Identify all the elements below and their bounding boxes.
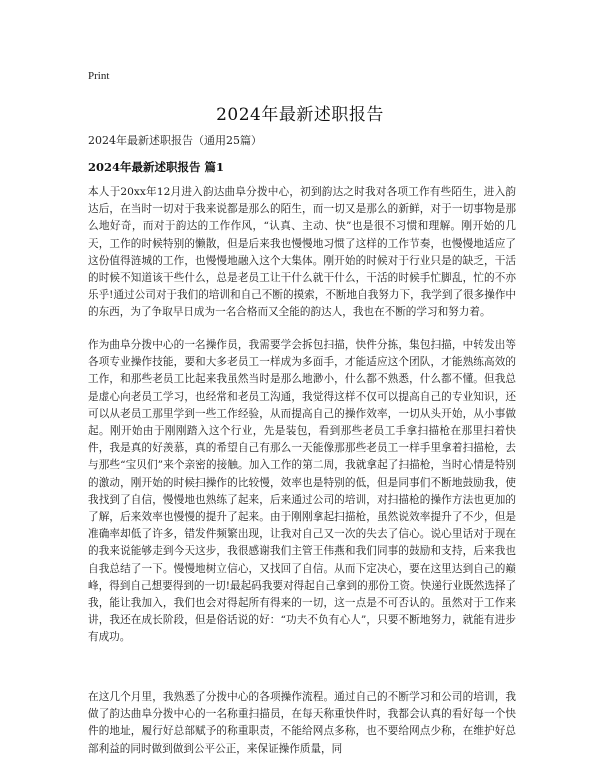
print-link[interactable]: Print <box>88 70 110 82</box>
document-subtitle: 2024年最新述职报告（通用25篇） <box>88 134 262 147</box>
document-title: 2024年最新述职报告 <box>216 105 384 125</box>
body-paragraph: 本人于20xx年12月进入韵达曲阜分拨中心，初到韵达之时我对各项工作有些陌生，进入韵达后，在当时一切对于我来说都是那么的陌生，而一切又是那么的新鲜，对于一切事物是那么地好奇，而对于韵达的工作作风，“认真、主动、快”也是很不习惯和理解。刚开始的几天，工作的时候特别的懒散，但是后来我也慢慢地习惯了这样的工作节奏，也慢慢地适应了这份值得涟城的工作，也慢慢地融入这个大集体。刚开始的时候对于行业只是的缺乏，干活的时候不知道该干些什么，总是老员工让干什么就干什么，干活的时候手忙脚乱，忙的不亦乐乎!通过公司对于我们的培训和自己不断的摸索，不断地自我努力下，我学到了很多操作中的东西，为了争取早日成为一名合格而又全能的韵达人，我也在不断的学习和努力着。 <box>88 186 517 319</box>
section-heading: 2024年最新述职报告 篇1 <box>88 160 225 174</box>
body-paragraph: 作为曲阜分拨中心的一名操作员，我需要学会拆包扫描，快件分拣，集包扫描，中转发出等各项专业操作技能，要和大多老员工一样成为多面手，才能适应这个团队，才能熟练高效的工作，和那些老员工比起来我虽然当时是那么地渺小，什么都不熟悉，什么都不懂。但我总是虚心向老员工学习，也经常和老员工沟通，我觉得这样不仅可以提高自己的专业知识，还可以从老员工那里学到一些工作经验，从而提高自己的操作效率，一切从头开始，从小事做起。刚开始由于刚刚踏入这个行业，先是装包，看到那些老员工手拿扫描枪在那里扫着快件，我是真的好羡慕，真的希望自己有那么一天能像那那些老员工一样手里拿着扫描枪，去与那些“宝贝们”来个亲密的接触。加入工作的第二周，我就拿起了扫描枪，当时心情是特别的激动，刚开始的时候扫操作的比较慢，效率也是特别的低，但是同事们不断地鼓励我，使我找到了自信，慢慢地也熟练了起来，后来通过公司的培训，对扫描枪的操作方法也更加的了解，后来效率也慢慢的提升了起来。由于刚刚拿起扫描枪，虽然说效率提升了不少，但是准确率却低了许多，错发件频繁出现，让我对自己又一次的失去了信心。说心里话对于现在的我来说能够走到今天这步，我很感谢我们主管王伟燕和我们同事的鼓励和支持，后来我也自我总结了一下。慢慢地树立信心，又找回了自信。从而下定决心，要在这里达到自己的巅峰，得到自己想要得到的一切!最起码我要对得起自己拿到的那份工资。快递行业既然选择了我，能让我加入，我们也会对得起所有得来的一切，这一点是不可否认的。虽然对于工作来讲，我还在成长阶段，但是俗话说的好：“功夫不负有心人”，只要不断地努力，就能有进步有成功。 <box>88 339 517 644</box>
body-paragraph: 在这几个月里，我熟悉了分拨中心的各项操作流程。通过自己的不断学习和公司的培训，我做了韵达曲阜分拨中心的一名称重扫描员，在每天称重快件时，我都会认真的看好每一个快件的地址，履行好总部赋予的称重职责，不能给网点多称，也不要给网点少称，在维护好总部利益的同时做到做到公平公正，来保证操作质量，同 <box>88 691 516 755</box>
